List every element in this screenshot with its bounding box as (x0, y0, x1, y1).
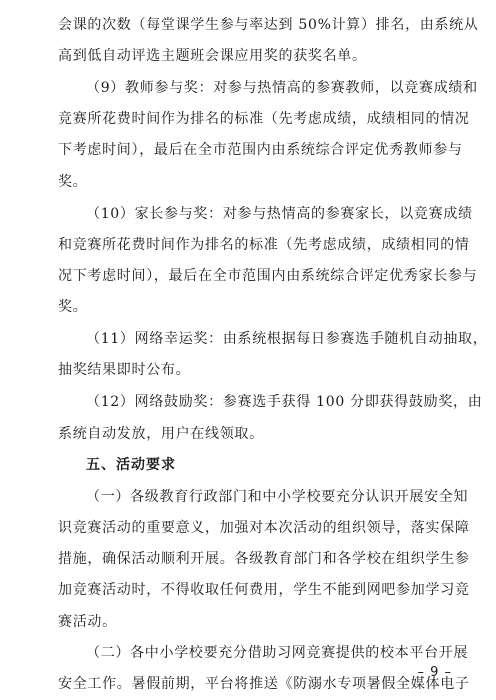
paragraph-requirement-2-line: 安全工作。暑假前期，平台将推送《防溺水专项暑假全媒体电子 (58, 676, 470, 692)
paragraph-item-11-lucky-award-line: （11）网络幸运奖：由系统根据每日参赛选手随机自动抽取， (86, 331, 488, 347)
paragraph-item-9-teacher-award-line: 下考虑时间），最后在全市范围内由系统综合评定优秀教师参与 (58, 142, 463, 158)
page-number: – 9 – (417, 665, 452, 680)
paragraph-item-10-parent-award-line: （10）家长参与奖：对参与热情高的参赛家长，以竞赛成绩 (86, 206, 473, 222)
paragraph-participation-award-cont-line: 高到低自动评选主题班会课应用奖的获奖名单。 (58, 48, 367, 64)
paragraph-requirement-1-line: 加竞赛活动时，不得收取任何费用，学生不能到网吧参加学习竞 (58, 582, 470, 598)
paragraph-item-10-parent-award-line: 和竞赛所花费时间作为排名的标准（先考虑成绩，成绩相同的情 (58, 237, 470, 253)
paragraph-item-10-parent-award-line: 况下考虑时间），最后在全市范围内由系统综合评定优秀家长参与 (58, 268, 478, 284)
paragraph-item-12-encouragement-award-line: （12）网络鼓励奖：参赛选手获得 100 分即获得鼓励奖，由 (86, 394, 483, 410)
paragraph-item-10-parent-award-line: 奖。 (58, 299, 88, 315)
paragraph-requirement-1-line: 识竞赛活动的重要意义，加强对本次活动的组织领导，落实保障 (58, 520, 470, 536)
paragraph-item-11-lucky-award-line: 抽奖结果即时公布。 (58, 362, 191, 378)
section-heading-activity-requirements-line: 五、活动要求 (86, 457, 176, 473)
paragraph-requirement-2-line: （二）各中小学校要充分借助习网竞赛提供的校本平台开展 (86, 645, 469, 661)
paragraph-item-9-teacher-award-line: 奖。 (58, 174, 88, 190)
paragraph-item-9-teacher-award-line: 竞赛所花费时间作为排名的标准（先考虑成绩，成绩相同的情况 (58, 111, 470, 127)
paragraph-requirement-1-line: 措施，确保活动顺利开展。各级教育部门和各学校在组织学生参 (58, 551, 470, 567)
paragraph-item-9-teacher-award-line: （9）教师参与奖：对参与热情高的参赛教师，以竞赛成绩和 (86, 80, 478, 96)
paragraph-requirement-1-line: （一）各级教育行政部门和中小学校要充分认识开展安全知 (86, 489, 469, 505)
paragraph-item-12-encouragement-award-line: 系统自动发放，用户在线领取。 (58, 426, 264, 442)
paragraph-requirement-1-line: 赛活动。 (58, 614, 117, 630)
paragraph-participation-award-cont-line: 会课的次数（每堂课学生参与率达到 50%计算）排名，由系统从 (58, 17, 479, 33)
